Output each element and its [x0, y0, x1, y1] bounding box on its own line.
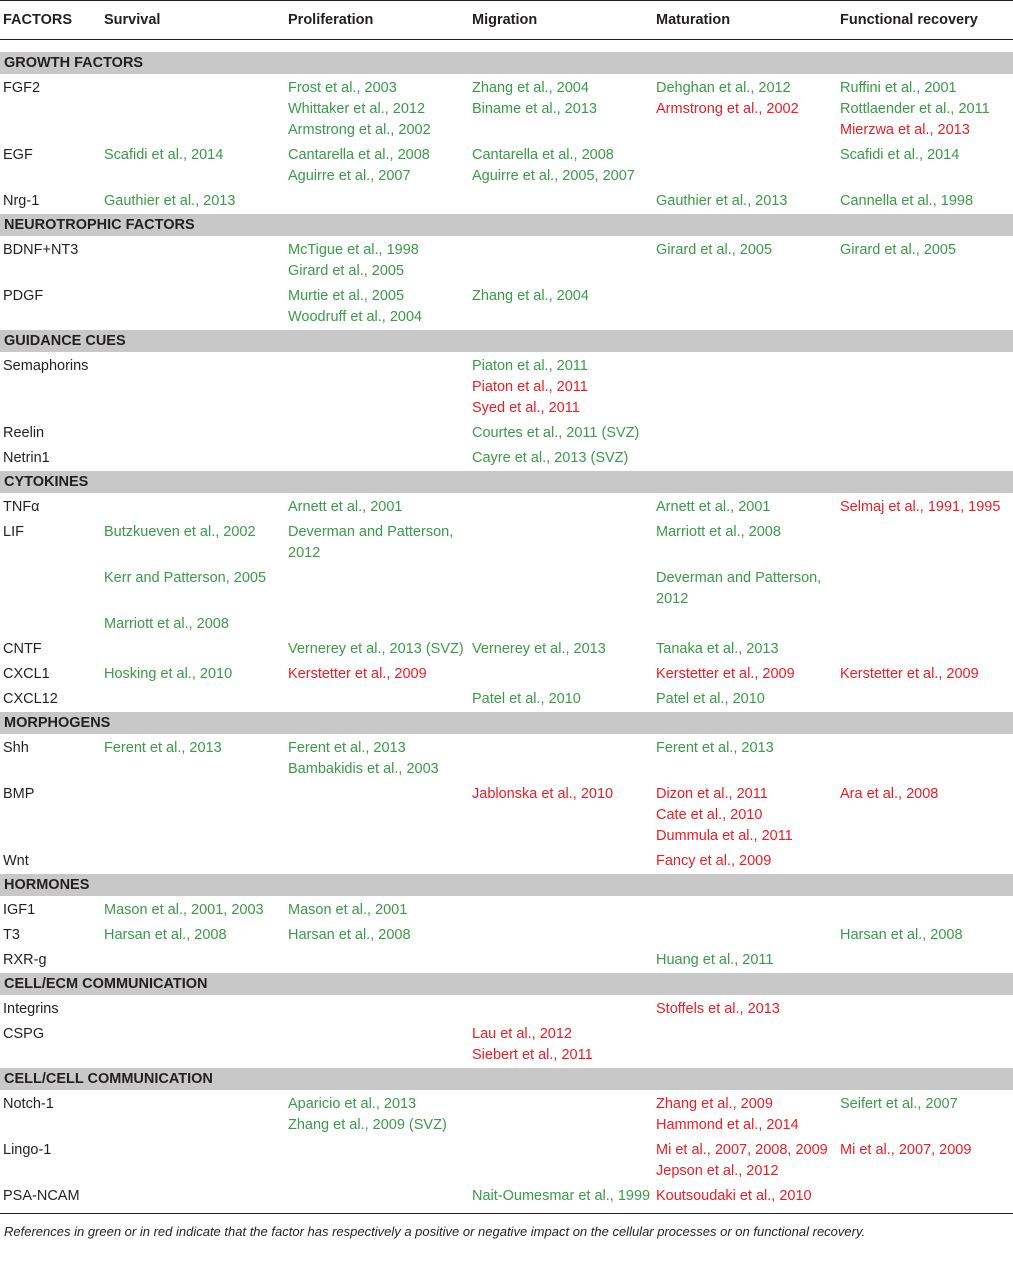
factor-name: T3	[3, 927, 20, 943]
table-cell	[472, 448, 656, 469]
table-cell	[288, 356, 472, 419]
table-row	[0, 187, 1013, 212]
table-cell	[656, 614, 840, 635]
table-row	[0, 635, 1013, 660]
reference-positive: Aguirre et al., 2007	[288, 168, 411, 184]
table-cell	[840, 240, 1013, 282]
table-row	[0, 946, 1013, 971]
factor-name: CNTF	[3, 641, 42, 657]
reference-negative: Dizon et al., 2011	[656, 786, 768, 802]
table-cell	[472, 784, 656, 847]
header-migration: Migration	[472, 12, 538, 28]
section-header: CYTOKINES	[0, 471, 1013, 493]
reference-positive: Rottlaender et al., 2011	[840, 101, 990, 117]
table-row	[0, 734, 1013, 780]
reference-positive: Marriott et al., 2008	[104, 616, 229, 632]
table-row	[0, 1136, 1013, 1182]
table-row	[0, 685, 1013, 710]
table-cell	[472, 1140, 656, 1182]
reference-positive: Girard et al., 2005	[656, 242, 773, 258]
table-cell	[288, 664, 472, 685]
table-cell	[104, 356, 288, 419]
table-row	[0, 493, 1013, 518]
reference-positive: Dehghan et al., 2012	[656, 80, 791, 96]
factor-name: PSA-NCAM	[3, 1188, 80, 1204]
table-cell	[472, 191, 656, 212]
factor-name: Shh	[3, 740, 29, 756]
table-cell	[656, 639, 840, 660]
table-cell	[288, 1186, 472, 1207]
header-functional-recovery: Functional recovery	[840, 12, 978, 28]
table-cell	[840, 999, 1013, 1020]
reference-positive: Arnett et al., 2001	[288, 499, 403, 515]
section-header: NEUROTROPHIC FACTORS	[0, 214, 1013, 236]
reference-negative: Armstrong et al., 2002	[656, 101, 799, 117]
reference-positive: Biname et al., 2013	[472, 101, 597, 117]
table-cell	[656, 999, 840, 1020]
reference-positive: Scafidi et al., 2014	[104, 147, 224, 163]
table-cell	[656, 356, 840, 419]
table-cell	[104, 423, 288, 444]
table-cell	[104, 689, 288, 710]
reference-negative: Koutsoudaki et al., 2010	[656, 1188, 812, 1204]
reference-negative: Jepson et al., 2012	[656, 1163, 779, 1179]
table-cell	[472, 356, 656, 419]
table-cell	[104, 448, 288, 469]
table-cell	[472, 1186, 656, 1207]
table-cell	[472, 738, 656, 780]
reference-positive: Cayre et al., 2013 (SVZ)	[472, 450, 629, 466]
table-cell	[840, 522, 1013, 564]
reference-positive: Zhang et al., 2004	[472, 288, 589, 304]
reference-positive: Harsan et al., 2008	[840, 927, 963, 943]
table-cell	[104, 614, 288, 635]
table-cell	[472, 639, 656, 660]
table-cell	[104, 145, 288, 187]
reference-positive: Butzkueven et al., 2002	[104, 524, 256, 540]
factor-name: Semaphorins	[3, 358, 89, 374]
factor-name: EGF	[3, 147, 33, 163]
table-cell	[288, 1024, 472, 1066]
factor-name: CSPG	[3, 1026, 45, 1042]
reference-negative: Kerstetter et al., 2009	[288, 666, 427, 682]
table-cell	[288, 738, 472, 780]
reference-positive: Arnett et al., 2001	[656, 499, 771, 515]
reference-positive: Nait-Oumesmar et al., 1999	[472, 1188, 651, 1204]
table-cell	[840, 1140, 1013, 1182]
factor-name: BMP	[3, 786, 35, 802]
table-cell	[840, 191, 1013, 212]
table-cell	[656, 240, 840, 282]
table-cell	[104, 240, 288, 282]
table-row	[0, 419, 1013, 444]
reference-negative: Jablonska et al., 2010	[472, 786, 614, 802]
reference-negative: Syed et al., 2011	[472, 400, 580, 416]
table-cell	[472, 568, 656, 610]
table-cell	[104, 568, 288, 610]
table-cell	[104, 950, 288, 971]
table-cell	[288, 448, 472, 469]
table-cell	[288, 1140, 472, 1182]
table-cell	[840, 568, 1013, 610]
table-cell	[288, 286, 472, 328]
table-cell	[288, 1094, 472, 1136]
table-row	[0, 564, 1013, 610]
reference-positive: Harsan et al., 2008	[288, 927, 411, 943]
table-cell	[656, 522, 840, 564]
header-survival: Survival	[104, 12, 161, 28]
table-row	[0, 896, 1013, 921]
table-cell	[840, 925, 1013, 946]
table-cell	[656, 1140, 840, 1182]
reference-positive: Zhang et al., 2009 (SVZ)	[288, 1117, 447, 1133]
reference-negative: Stoffels et al., 2013	[656, 1001, 780, 1017]
table-row	[0, 236, 1013, 282]
reference-positive: Cannella et al., 1998	[840, 193, 974, 209]
section-header: GROWTH FACTORS	[0, 52, 1013, 74]
factor-name: Lingo-1	[3, 1142, 52, 1158]
table-cell	[104, 925, 288, 946]
table-cell	[104, 664, 288, 685]
reference-positive: Tanaka et al., 2013	[656, 641, 779, 657]
table-cell	[656, 950, 840, 971]
table-cell	[104, 999, 288, 1020]
table-cell	[656, 925, 840, 946]
table-cell	[472, 950, 656, 971]
table-cell	[656, 145, 840, 187]
table-cell	[288, 784, 472, 847]
factor-name: IGF1	[3, 902, 36, 918]
section-header: GUIDANCE CUES	[0, 330, 1013, 352]
table-cell	[288, 614, 472, 635]
reference-negative: Mi et al., 2007, 2008, 2009	[656, 1142, 828, 1158]
table-cell	[840, 639, 1013, 660]
table-cell	[104, 522, 288, 564]
table-cell	[656, 568, 840, 610]
table-cell	[472, 689, 656, 710]
table-cell	[288, 191, 472, 212]
factor-name: Notch-1	[3, 1096, 54, 1112]
header-factors: FACTORS	[3, 12, 73, 28]
reference-negative: Zhang et al., 2009	[656, 1096, 773, 1112]
factor-name: Integrins	[3, 1001, 59, 1017]
table-cell	[104, 1186, 288, 1207]
table-header	[0, 0, 1013, 40]
table-cell	[472, 900, 656, 921]
table-cell	[840, 497, 1013, 518]
table-cell	[104, 191, 288, 212]
table-cell	[288, 423, 472, 444]
reference-positive: Frost et al., 2003	[288, 80, 397, 96]
reference-positive: Gauthier et al., 2013	[656, 193, 788, 209]
table-cell	[288, 568, 472, 610]
table-cell	[472, 1094, 656, 1136]
reference-positive: Woodruff et al., 2004	[288, 309, 423, 325]
header-maturation: Maturation	[656, 12, 731, 28]
table-footnote: References in green or in red indicate that the factor has respectively a positive or negative impact on the cellular processes or on functional recovery.	[0, 1213, 1013, 1239]
table-cell	[840, 356, 1013, 419]
table-cell	[288, 900, 472, 921]
table-cell	[288, 999, 472, 1020]
reference-positive: Zhang et al., 2004	[472, 80, 589, 96]
table-cell	[104, 784, 288, 847]
reference-negative: Mi et al., 2007, 2009	[840, 1142, 972, 1158]
reference-positive: Cantarella et al., 2008	[288, 147, 430, 163]
table-cell	[288, 240, 472, 282]
reference-positive: Whittaker et al., 2012	[288, 101, 426, 117]
table-cell	[840, 145, 1013, 187]
table-row	[0, 352, 1013, 419]
reference-positive: Courtes et al., 2011 (SVZ)	[472, 425, 640, 441]
reference-positive: Girard et al., 2005	[288, 263, 405, 279]
table-cell	[472, 78, 656, 141]
table-cell	[840, 1024, 1013, 1066]
table-cell	[104, 851, 288, 872]
factor-name: LIF	[3, 524, 24, 540]
reference-positive: Piaton et al., 2011	[472, 358, 588, 374]
reference-negative: Selmaj et al., 1991, 1995	[840, 499, 1001, 515]
table-cell	[104, 738, 288, 780]
header-proliferation: Proliferation	[288, 12, 374, 28]
reference-negative: Lau et al., 2012	[472, 1026, 572, 1042]
reference-positive: Ruffini et al., 2001	[840, 80, 957, 96]
table-cell	[840, 784, 1013, 847]
reference-positive: Murtie et al., 2005	[288, 288, 405, 304]
table-row	[0, 141, 1013, 187]
reference-negative: Cate et al., 2010	[656, 807, 763, 823]
reference-positive: Hosking et al., 2010	[104, 666, 233, 682]
table-row	[0, 74, 1013, 141]
reference-positive: Deverman and Patterson, 2012	[656, 570, 822, 607]
reference-positive: Patel et al., 2010	[656, 691, 765, 707]
table-cell	[472, 664, 656, 685]
table-cell	[656, 1094, 840, 1136]
table-cell	[840, 689, 1013, 710]
table-cell	[472, 145, 656, 187]
table-cell	[288, 639, 472, 660]
factor-name: RXR-g	[3, 952, 47, 968]
reference-positive: Vernerey et al., 2013	[472, 641, 606, 657]
reference-positive: Mason et al., 2001, 2003	[104, 902, 264, 918]
table-row	[0, 660, 1013, 685]
section-header: HORMONES	[0, 874, 1013, 896]
reference-positive: Harsan et al., 2008	[104, 927, 227, 943]
factor-name: FGF2	[3, 80, 41, 96]
table-row	[0, 1020, 1013, 1066]
table-cell	[656, 689, 840, 710]
reference-negative: Fancy et al., 2009	[656, 853, 772, 869]
factor-name: Wnt	[3, 853, 29, 869]
table-cell	[656, 423, 840, 444]
table-row	[0, 518, 1013, 564]
table-cell	[656, 1024, 840, 1066]
reference-positive: Vernerey et al., 2013 (SVZ)	[288, 641, 464, 657]
table-cell	[840, 900, 1013, 921]
reference-positive: Deverman and Patterson, 2012	[288, 524, 454, 561]
reference-positive: Patel et al., 2010	[472, 691, 581, 707]
table-cell	[656, 851, 840, 872]
reference-positive: Scafidi et al., 2014	[840, 147, 960, 163]
table-cell	[656, 191, 840, 212]
table-row	[0, 610, 1013, 635]
reference-positive: Huang et al., 2011	[656, 952, 774, 968]
reference-positive: Ferent et al., 2013	[656, 740, 774, 756]
table-cell	[104, 1140, 288, 1182]
table-cell	[472, 999, 656, 1020]
table-cell	[104, 497, 288, 518]
table-cell	[840, 78, 1013, 141]
table-cell	[656, 738, 840, 780]
table-cell	[288, 145, 472, 187]
table-cell	[288, 950, 472, 971]
reference-negative: Mierzwa et al., 2013	[840, 122, 970, 138]
reference-positive: Bambakidis et al., 2003	[288, 761, 439, 777]
reference-positive: Mason et al., 2001	[288, 902, 408, 918]
table-cell	[840, 851, 1013, 872]
factor-name: TNFα	[3, 499, 40, 515]
table-row	[0, 921, 1013, 946]
table-cell	[472, 522, 656, 564]
factor-name: CXCL12	[3, 691, 58, 707]
table-cell	[656, 664, 840, 685]
reference-positive: Marriott et al., 2008	[656, 524, 781, 540]
table-cell	[104, 1094, 288, 1136]
table-cell	[472, 240, 656, 282]
table-cell	[840, 614, 1013, 635]
factor-name	[0, 614, 104, 635]
reference-positive: Kerr and Patterson, 2005	[104, 570, 267, 586]
section-header: CELL/ECM COMMUNICATION	[0, 973, 1013, 995]
table-cell	[288, 497, 472, 518]
reference-positive: Cantarella et al., 2008	[472, 147, 614, 163]
table-cell	[656, 900, 840, 921]
table-cell	[288, 522, 472, 564]
table-cell	[104, 900, 288, 921]
table-cell	[656, 286, 840, 328]
table-cell	[656, 1186, 840, 1207]
table-row	[0, 1090, 1013, 1136]
table-row	[0, 282, 1013, 328]
reference-negative: Dummula et al., 2011	[656, 828, 793, 844]
table-cell	[472, 286, 656, 328]
reference-negative: Kerstetter et al., 2009	[840, 666, 979, 682]
table-cell	[472, 851, 656, 872]
reference-positive: Ferent et al., 2013	[104, 740, 222, 756]
table-cell	[288, 851, 472, 872]
reference-negative: Siebert et al., 2011	[472, 1047, 593, 1063]
reference-positive: Aguirre et al., 2005, 2007	[472, 168, 635, 184]
section-header: CELL/CELL COMMUNICATION	[0, 1068, 1013, 1090]
reference-negative: Ara et al., 2008	[840, 786, 939, 802]
reference-positive: Girard et al., 2005	[840, 242, 957, 258]
table-cell	[840, 950, 1013, 971]
table-cell	[840, 664, 1013, 685]
table-row	[0, 1182, 1013, 1207]
reference-positive: Aparicio et al., 2013	[288, 1096, 417, 1112]
table-cell	[656, 497, 840, 518]
table-cell	[472, 614, 656, 635]
table-cell	[104, 1024, 288, 1066]
reference-positive: Armstrong et al., 2002	[288, 122, 431, 138]
table-cell	[288, 925, 472, 946]
factor-name: Nrg-1	[3, 193, 40, 209]
reference-negative: Piaton et al., 2011	[472, 379, 588, 395]
table-cell	[656, 78, 840, 141]
table-cell	[472, 925, 656, 946]
table-cell	[288, 78, 472, 141]
table-cell	[104, 78, 288, 141]
table-row	[0, 847, 1013, 872]
reference-positive: McTigue et al., 1998	[288, 242, 419, 258]
table-cell	[288, 689, 472, 710]
table-cell	[104, 286, 288, 328]
table-body	[0, 52, 1013, 1207]
table-cell	[840, 423, 1013, 444]
table-cell	[840, 1094, 1013, 1136]
table-row	[0, 780, 1013, 847]
factor-name: BDNF+NT3	[3, 242, 79, 258]
factor-name: PDGF	[3, 288, 44, 304]
reference-negative: Kerstetter et al., 2009	[656, 666, 795, 682]
factor-name	[0, 568, 104, 610]
table-cell	[472, 497, 656, 518]
table-cell	[840, 738, 1013, 780]
reference-positive: Gauthier et al., 2013	[104, 193, 236, 209]
table-row	[0, 444, 1013, 469]
table-cell	[656, 784, 840, 847]
table-row	[0, 995, 1013, 1020]
table-cell	[472, 1024, 656, 1066]
table-cell	[840, 286, 1013, 328]
table-cell	[840, 448, 1013, 469]
table-cell	[840, 1186, 1013, 1207]
factor-name: CXCL1	[3, 666, 50, 682]
table-cell	[104, 639, 288, 660]
table-cell	[656, 448, 840, 469]
reference-positive: Seifert et al., 2007	[840, 1096, 958, 1112]
reference-negative: Hammond et al., 2014	[656, 1117, 799, 1133]
section-header: MORPHOGENS	[0, 712, 1013, 734]
table-cell	[472, 423, 656, 444]
reference-positive: Ferent et al., 2013	[288, 740, 406, 756]
factor-name: Reelin	[3, 425, 45, 441]
factor-name: Netrin1	[3, 450, 50, 466]
